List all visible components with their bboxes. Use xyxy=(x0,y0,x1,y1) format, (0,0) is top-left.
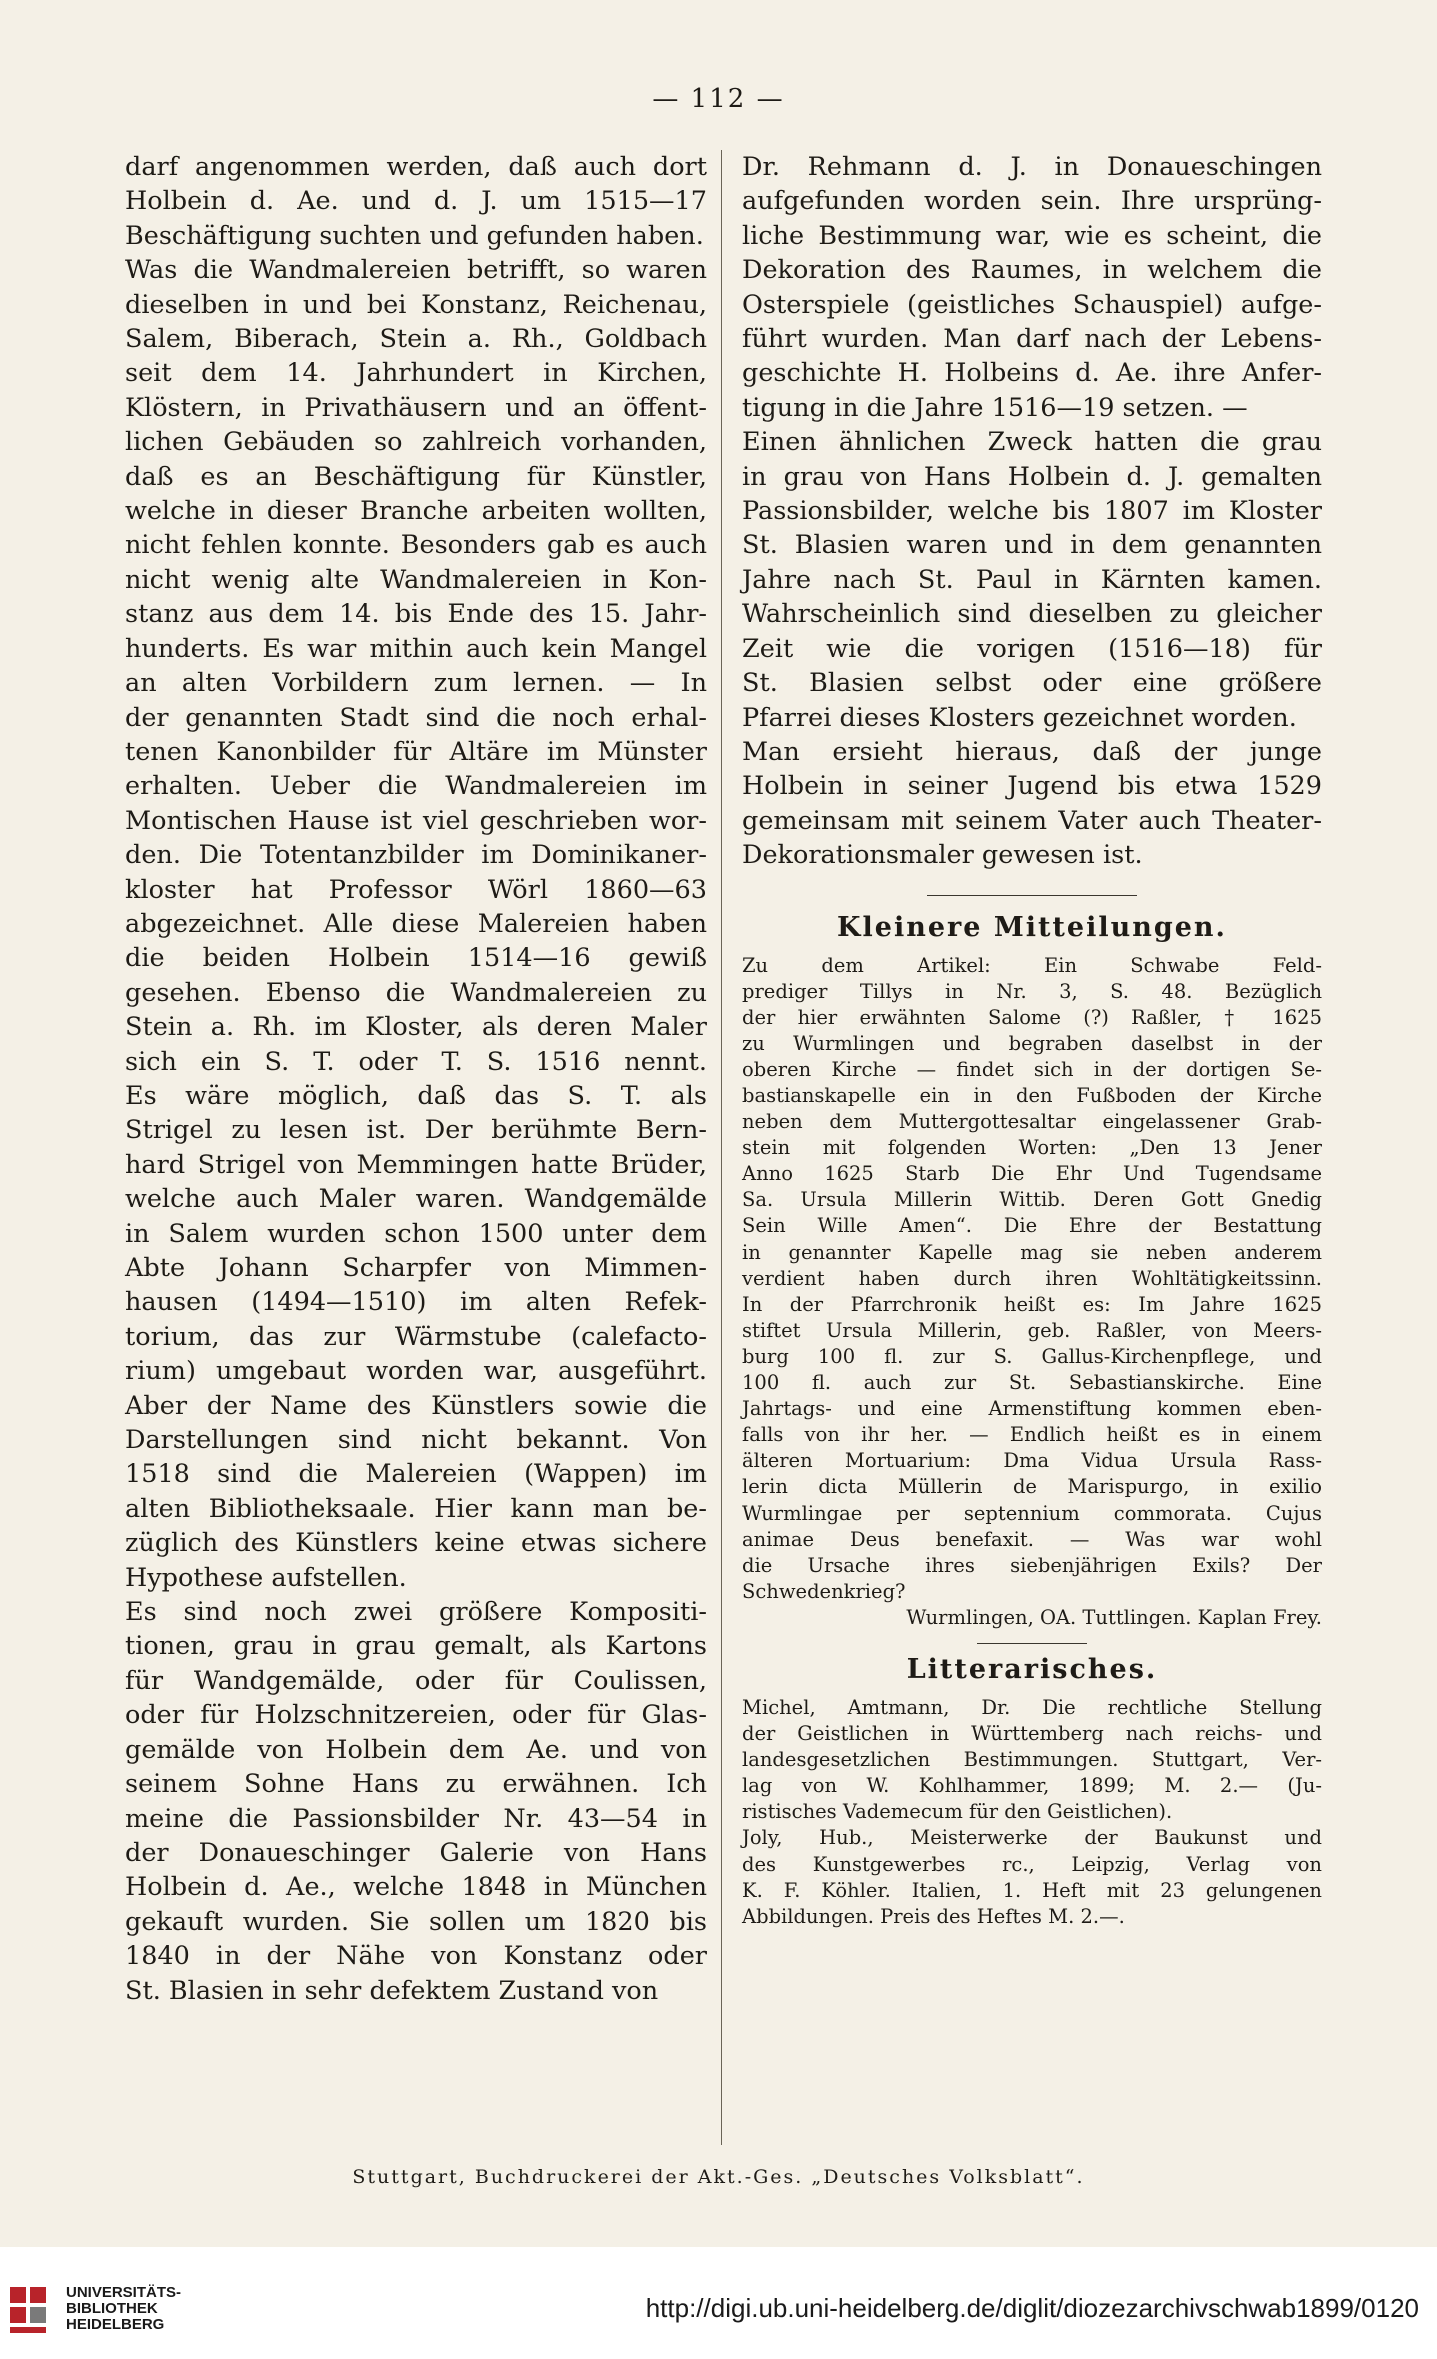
library-name-line: HEIDELBERG xyxy=(66,2316,165,2333)
text-line: Holbein d. Ae., welche 1848 in München xyxy=(125,1872,707,1903)
text-line: falls von ihr her. — Endlich heißt es in einem xyxy=(742,1423,1322,1447)
text-line: tenen Kanonbilder für Altäre im Münster xyxy=(125,736,707,767)
text-line: Zu dem Artikel: Ein Schwabe Feld- xyxy=(742,953,1322,977)
library-logo-icon xyxy=(10,2287,54,2337)
text-line: 1840 in der Nähe von Konstanz oder xyxy=(125,1941,707,1972)
printer-imprint: Stuttgart, Buchdruckerei der Akt.-Ges. „Deutsches Volksblatt“. xyxy=(352,2166,1085,2188)
text-line: St. Blasien selbst oder eine größere xyxy=(742,668,1322,699)
text-line: Zeit wie die vorigen (1516—18) für xyxy=(742,633,1322,664)
text-line: Abbildungen. Preis des Heftes M. 2.—. xyxy=(742,1904,1125,1928)
text-line: Sa. Ursula Millerin Wittib. Deren Gott Gnedig xyxy=(742,1188,1322,1212)
text-line: Montischen Hause ist viel geschrieben wor- xyxy=(125,805,707,836)
text-line: liche Bestimmung war, wie es scheint, die xyxy=(742,220,1322,251)
text-line: Michel, Amtmann, Dr. Die rechtliche Stellung xyxy=(742,1695,1322,1719)
text-line: darf angenommen werden, daß auch dort xyxy=(125,152,707,182)
text-line: seinem Sohne Hans zu erwähnen. Ich xyxy=(125,1769,707,1800)
heading-kleinere-mitteilungen: Kleinere Mitteilungen. xyxy=(837,911,1227,943)
text-line: Dr. Rehmann d. J. in Donaueschingen xyxy=(742,152,1322,182)
library-footer-bar xyxy=(0,2247,1437,2359)
text-line: hausen (1494—1510) im alten Refek- xyxy=(125,1287,707,1318)
text-line: Wurmlingae per septennium commorata. Cujus xyxy=(742,1501,1322,1525)
text-line: animae Deus benefaxit. — Was war wohl xyxy=(742,1527,1322,1551)
text-line: Hypothese aufstellen. xyxy=(125,1562,407,1593)
text-line: Schwedenkrieg? xyxy=(742,1579,906,1603)
text-line: Holbein in seiner Jugend bis etwa 1529 xyxy=(742,771,1322,802)
text-line: stanz aus dem 14. bis Ende des 15. Jahr- xyxy=(125,599,707,630)
text-line: gekauft wurden. Sie sollen um 1820 bis xyxy=(125,1906,707,1937)
left-column xyxy=(125,150,722,2145)
text-line: der Donaueschinger Galerie von Hans xyxy=(125,1837,707,1868)
text-line: führt wurden. Man darf nach der Lebens- xyxy=(742,324,1322,355)
text-line: nicht fehlen konnte. Besonders gab es auch xyxy=(125,530,707,561)
text-line: Osterspiele (geistliches Schauspiel) aufge- xyxy=(742,289,1322,320)
text-line: lichen Gebäuden so zahlreich vorhanden, xyxy=(125,427,707,458)
text-line: rium) umgebaut worden war, ausgeführt. xyxy=(125,1356,707,1387)
text-line: oder für Holzschnitzereien, oder für Glas- xyxy=(125,1700,707,1731)
mitteilungen-text xyxy=(742,953,1322,1605)
text-line: lag von W. Kohlhammer, 1899; M. 2.— (Ju- xyxy=(742,1774,1322,1798)
text-line: Aber der Name des Künstlers sowie die xyxy=(125,1390,707,1421)
heading-litterarisches: Litterarisches. xyxy=(906,1653,1158,1685)
text-line: Salem, Biberach, Stein a. Rh., Goldbach xyxy=(125,324,707,355)
text-line: der genannten Stadt sind die noch erhal- xyxy=(125,702,707,733)
text-line: Holbein d. Ae. und d. J. um 1515—17 xyxy=(125,186,707,217)
text-line: geschichte H. Holbeins d. Ae. ihre Anfer- xyxy=(742,358,1322,389)
text-line: Darstellungen sind nicht bekannt. Von xyxy=(125,1425,707,1456)
text-line: zu Wurmlingen und begraben daselbst in der xyxy=(742,1031,1322,1055)
text-line: Stein a. Rh. im Kloster, als deren Maler xyxy=(125,1012,707,1043)
text-line: 100 fl. auch zur St. Sebastianskirche. Eine xyxy=(742,1371,1322,1395)
text-line: stein mit folgenden Worten: „Den 13 Jener xyxy=(742,1136,1322,1160)
text-line: Passionsbilder, welche bis 1807 im Kloster xyxy=(742,496,1322,527)
library-name-line: BIBLIOTHEK xyxy=(66,2300,158,2317)
left-column-text xyxy=(125,150,707,2008)
text-line: daß es an Beschäftigung für Künstler, xyxy=(125,461,707,492)
text-line: lerin dicta Müllerin de Marispurgo, in exilio xyxy=(742,1475,1322,1499)
text-line: züglich des Künstlers keine etwas sichere xyxy=(125,1528,707,1559)
text-line: stiftet Ursula Millerin, geb. Raßler, von Meers- xyxy=(742,1318,1322,1342)
text-line: Dekorationsmaler gewesen ist. xyxy=(742,840,1143,871)
text-line: in genannter Kapelle mag sie neben anderem xyxy=(742,1240,1322,1264)
text-line: bastianskapelle ein in den Fußboden der Kirche xyxy=(742,1084,1322,1107)
text-line: Was die Wandmalereien betrifft, so waren xyxy=(125,255,707,286)
text-line: in grau von Hans Holbein d. J. gemalten xyxy=(742,461,1322,492)
text-line: Beschäftigung suchten und gefunden haben. xyxy=(125,220,704,251)
text-line: Abte Johann Scharpfer von Mimmen- xyxy=(125,1253,707,1283)
text-line: verdient haben durch ihren Wohltätigkeitssinn. xyxy=(742,1266,1322,1290)
right-column-text xyxy=(742,150,1322,873)
mitteilungen-signature: Wurmlingen, OA. Tuttlingen. Kaplan Frey. xyxy=(906,1605,1322,1629)
text-line: burg 100 fl. zur S. Gallus-Kirchenpflege, und xyxy=(742,1344,1322,1368)
text-line: Es sind noch zwei größere Kompositi- xyxy=(125,1597,707,1628)
text-line: alten Bibliotheksaale. Hier kann man be- xyxy=(125,1493,707,1524)
text-line: Jahrtags- und eine Armenstiftung kommen eben- xyxy=(742,1397,1322,1421)
text-line: ristisches Vademecum für den Geistlichen). xyxy=(742,1800,1173,1824)
text-line: St. Blasien in sehr defektem Zustand von xyxy=(125,1975,659,2006)
text-line: landesgesetzlichen Bestimmungen. Stuttgart, Ver- xyxy=(742,1748,1322,1772)
text-line: Einen ähnlichen Zweck hatten die grau xyxy=(742,427,1322,458)
text-line: Joly, Hub., Meisterwerke der Baukunst und xyxy=(742,1826,1322,1850)
text-line: K. F. Köhler. Italien, 1. Heft mit 23 gelungenen xyxy=(742,1878,1322,1902)
litterarisches-text xyxy=(742,1695,1322,1930)
text-line: oberen Kirche — findet sich in der dortigen Se- xyxy=(742,1057,1322,1081)
text-line: prediger Tillys in Nr. 3, S. 48. Bezüglich xyxy=(742,979,1322,1003)
text-line: Anno 1625 Starb Die Ehr Und Tugendsame xyxy=(742,1162,1322,1186)
text-line: der Geistlichen in Württemberg nach reichs- und xyxy=(742,1722,1322,1746)
page-number: — 112 — xyxy=(652,84,785,114)
right-column xyxy=(742,150,1322,1930)
text-line: gemeinsam mit seinem Vater auch Theater- xyxy=(742,805,1322,836)
text-line: Pfarrei dieses Klosters gezeichnet worden. xyxy=(742,702,1297,733)
text-line: Dekoration des Raumes, in welchem die xyxy=(742,255,1322,286)
text-line: kloster hat Professor Wörl 1860—63 xyxy=(125,874,707,905)
text-line: den. Die Totentanzbilder im Dominikaner- xyxy=(125,840,707,871)
text-line: die Ursache ihres siebenjährigen Exils? Der xyxy=(742,1553,1322,1577)
text-line: gemälde von Holbein dem Ae. und von xyxy=(125,1734,707,1765)
text-line: dieselben in und bei Konstanz, Reichenau, xyxy=(125,289,707,320)
text-line: für Wandgemälde, oder für Coulissen, xyxy=(125,1665,707,1696)
text-line: Wahrscheinlich sind dieselben zu gleicher xyxy=(742,599,1322,630)
section-divider xyxy=(977,1643,1087,1644)
text-line: 1518 sind die Malereien (Wappen) im xyxy=(125,1459,707,1490)
text-line: In der Pfarrchronik heißt es: Im Jahre 1625 xyxy=(742,1292,1322,1316)
text-line: gesehen. Ebenso die Wandmalereien zu xyxy=(125,977,707,1008)
text-line: nicht wenig alte Wandmalereien in Kon- xyxy=(125,564,707,595)
text-line: abgezeichnet. Alle diese Malereien haben xyxy=(125,908,707,939)
text-line: welche auch Maler waren. Wandgemälde xyxy=(125,1184,707,1215)
text-line: Klöstern, in Privathäusern und an öffent- xyxy=(125,392,707,423)
text-line: tigung in die Jahre 1516—19 setzen. — xyxy=(742,392,1248,423)
text-line: neben dem Muttergottesaltar eingelassener Grab- xyxy=(742,1110,1322,1134)
text-line: die beiden Holbein 1514—16 gewiß xyxy=(125,943,707,974)
text-line: tionen, grau in grau gemalt, als Kartons xyxy=(125,1631,707,1662)
text-line: des Kunstgewerbes rc., Leipzig, Verlag von xyxy=(742,1852,1322,1876)
text-line: welche in dieser Branche arbeiten wollten, xyxy=(125,496,707,527)
text-line: Strigel zu lesen ist. Der berühmte Bern- xyxy=(125,1115,707,1146)
text-line: Jahre nach St. Paul in Kärnten kamen. xyxy=(742,564,1322,595)
text-line: hard Strigel von Memmingen hatte Brüder, xyxy=(125,1149,707,1180)
text-line: aufgefunden worden sein. Ihre ursprüng- xyxy=(742,186,1322,217)
library-name xyxy=(66,2285,181,2333)
text-line: Man ersieht hieraus, daß der junge xyxy=(742,736,1322,767)
text-line: torium, das zur Wärmstube (calefacto- xyxy=(125,1321,707,1352)
text-line: seit dem 14. Jahrhundert in Kirchen, xyxy=(125,358,707,389)
text-line: in Salem wurden schon 1500 unter dem xyxy=(125,1218,707,1249)
library-name-line: UNIVERSITÄTS- xyxy=(66,2284,182,2301)
text-line: sich ein S. T. oder T. S. 1516 nennt. xyxy=(125,1046,707,1077)
text-line: der hier erwähnten Salome (?) Raßler, † 1625 xyxy=(742,1005,1322,1029)
text-line: älteren Mortuarium: Dma Vidua Ursula Rass- xyxy=(742,1449,1322,1473)
text-line: an alten Vorbildern zum lernen. — In xyxy=(125,668,707,699)
text-line: St. Blasien waren und in dem genannten xyxy=(742,530,1322,561)
text-line: Es wäre möglich, daß das S. T. als xyxy=(125,1080,707,1111)
text-line: meine die Passionsbilder Nr. 43—54 in xyxy=(125,1803,707,1834)
section-divider xyxy=(927,895,1137,896)
text-line: erhalten. Ueber die Wandmalereien im xyxy=(125,771,707,802)
text-line: Sein Wille Amen“. Die Ehre der Bestattung xyxy=(742,1214,1322,1238)
text-line: hunderts. Es war mithin auch kein Mangel xyxy=(125,633,707,664)
source-url-link[interactable]: http://digi.ub.uni-heidelberg.de/diglit/diozezarchivschwab1899/0120 xyxy=(645,2293,1419,2323)
